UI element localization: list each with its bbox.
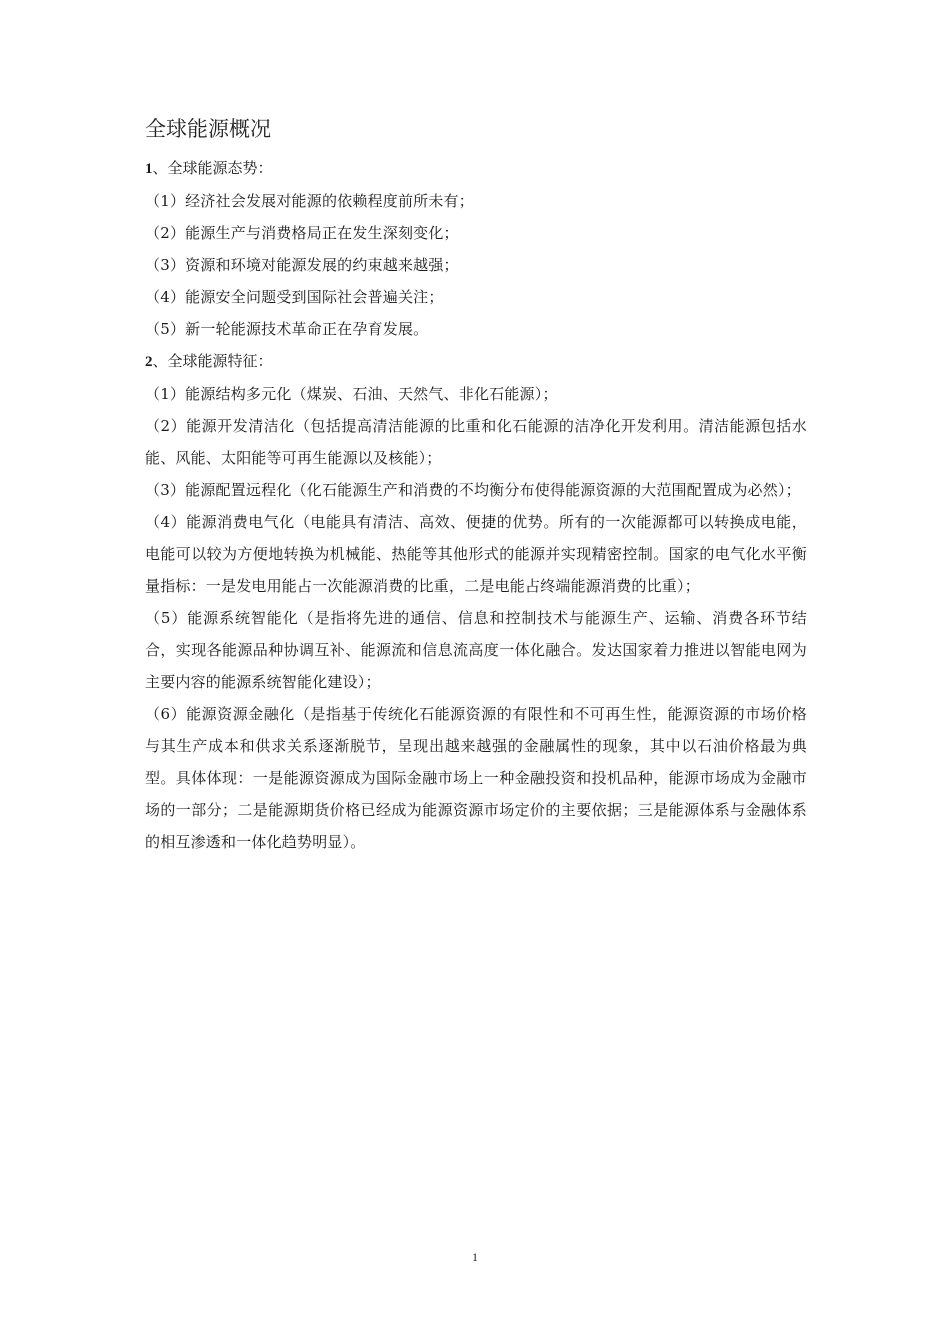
section-heading [145, 345, 807, 378]
list-item: （3）资源和环境对能源发展的约束越来越强； [145, 256, 459, 274]
section-heading-text: 、全球能源态势： [152, 159, 273, 177]
list-item: （4）能源安全问题受到国际社会普遍关注； [145, 288, 444, 306]
list-item: （6）能源资源金融化（是指基于传统化石能源资源的有限性和不可再生性，能源资源的市场价格与其生产成本和供求关系逐渐脱节，呈现出越来越强的金融属性的现象，其中以石油价格最为典型。具体体现：一是能源资源成为国际金融市场上一种金融投资和投机品种，能源市场成为金融市场的一部分；二是能源期货价格已经成为能源资源市场定价的主要依据；三是能源体系与金融体系的相互渗透和一体化趋势明显）。 [145, 705, 807, 851]
list-item: （1）经济社会发展对能源的依赖程度前所未有； [145, 192, 474, 210]
list-item: （5）新一轮能源技术革命正在孕育发展。 [145, 320, 429, 338]
page-number: 1 [472, 1250, 478, 1264]
list-item: （3）能源配置远程化（化石能源生产和消费的不均衡分布使得能源资源的大范围配置成为必然）； [145, 481, 801, 499]
document-body [145, 112, 807, 858]
section-number: 2 [145, 354, 153, 370]
section-number: 1 [145, 161, 153, 177]
document-title: 全球能源概况 [145, 117, 271, 141]
list-item: （5）能源系统智能化（是指将先进的通信、信息和控制技术与能源生产、运输、消费各环节结合，实现各能源品种协调互补、能源流和信息流高度一体化融合。发达国家着力推进以智能电网为主要内容的能源系统智能化建设）； [145, 609, 807, 691]
list-item: （2）能源开发清洁化（包括提高清洁能源的比重和化石能源的洁净化开发利用。清洁能源包括水能、风能、太阳能等可再生能源以及核能）； [145, 417, 807, 467]
section-heading-text: 、全球能源特征： [152, 352, 273, 370]
list-item: （4）能源消费电气化（电能具有清洁、高效、便捷的优势。所有的一次能源都可以转换成电能，电能可以较为方便地转换为机械能、热能等其他形式的能源并实现精密控制。国家的电气化水平衡量指标：一是发电用能占一次能源消费的比重，二是电能占终端能源消费的比重）； [145, 513, 807, 595]
list-item: （1）能源结构多元化（煤炭、石油、天然气、非化石能源）； [145, 385, 558, 403]
section-global-energy-situation [145, 152, 807, 345]
section-heading [145, 152, 807, 185]
section-global-energy-features [145, 345, 807, 858]
list-item: （2）能源生产与消费格局正在发生深刻变化； [145, 224, 459, 242]
